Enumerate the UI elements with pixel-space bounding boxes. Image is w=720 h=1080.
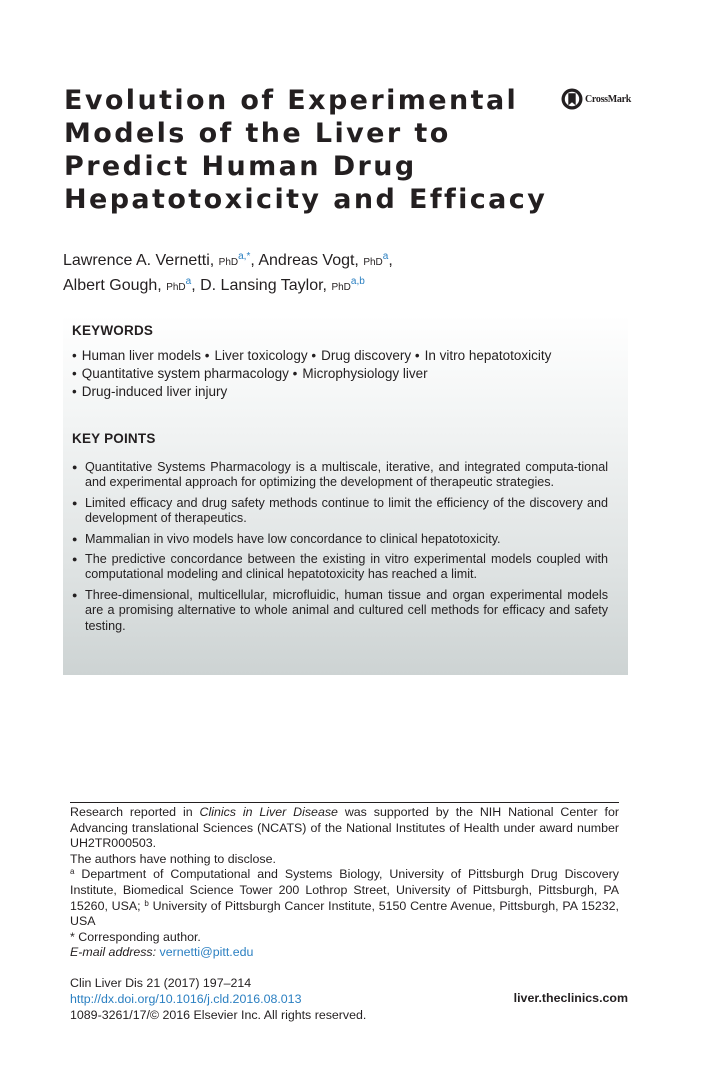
title-line: Evolution of Experimental: [64, 85, 519, 116]
author-affiliation[interactable]: a: [185, 276, 192, 287]
footnotes: [70, 805, 619, 961]
author-affiliation[interactable]: a: [382, 251, 389, 262]
funding-text: Research reported in: [70, 805, 193, 819]
bullet: •: [204, 348, 210, 363]
email-link[interactable]: vernetti@pitt.edu: [159, 945, 254, 960]
bullet: ●: [72, 462, 78, 472]
affiliation-mark: b: [144, 898, 149, 908]
journal-site-link[interactable]: liver.theclinics.com: [513, 991, 628, 1005]
author-name: Lawrence A. Vernetti,: [63, 252, 215, 269]
author-separator: ,: [191, 277, 196, 294]
author-line: [63, 274, 623, 299]
bullet: ●: [72, 554, 78, 565]
key-point: [72, 588, 608, 634]
email-note: [70, 945, 619, 961]
crossmark-label: CrossMark: [585, 93, 632, 105]
keyword-line: [72, 383, 622, 401]
footnote-divider: [70, 802, 619, 803]
author-degree: PhD: [331, 282, 351, 293]
title-line: Models of the Liver to: [64, 118, 451, 149]
author-degree: PhD: [166, 282, 186, 293]
keyword: Drug discovery: [321, 348, 412, 363]
keywords-list: [72, 347, 622, 401]
author-degree: PhD: [363, 257, 383, 268]
affiliation-mark: a: [70, 867, 75, 877]
key-point: [72, 532, 608, 547]
bullet: ●: [72, 589, 78, 600]
key-point-text: Limited efficacy and drug safety methods continue to limit the efficiency of the discovery and development of therapeutics.: [85, 495, 608, 526]
keyword: Liver toxicology: [214, 348, 308, 363]
bullet: ●: [72, 497, 78, 508]
disclosure-note: The authors have nothing to disclose.: [70, 851, 276, 866]
keyword: Microphysiology liver: [302, 366, 428, 381]
crossmark-icon: [561, 88, 583, 110]
doi-link[interactable]: http://dx.doi.org/10.1016/j.cld.2016.08.013: [70, 992, 302, 1006]
key-points-list: [72, 460, 608, 639]
key-points-heading: KEY POINTS: [72, 431, 156, 446]
bullet: •: [311, 348, 317, 363]
affiliations-note: [70, 867, 619, 929]
journal-name: Clinics in Liver Disease: [199, 805, 338, 819]
keyword: In vitro hepatotoxicity: [424, 348, 552, 363]
funding-note: [70, 805, 619, 852]
author-separator: ,: [250, 252, 255, 269]
citation: Clin Liver Dis 21 (2017) 197–214: [70, 976, 252, 990]
author-degree: PhD: [218, 257, 239, 268]
author-name: Andreas Vogt,: [258, 252, 359, 269]
key-point: [72, 496, 608, 527]
crossmark-badge[interactable]: [561, 88, 631, 110]
keyword-line: [72, 365, 622, 383]
bullet: •: [292, 366, 298, 381]
key-point-text: Three-dimensional, multicellular, microfluidic, human tissue and organ experimental models are a promising alternative to whole animal and cultured cell methods for efficacy and safety testing.: [85, 587, 608, 633]
corresponding-note: * Corresponding author.: [70, 929, 201, 944]
author-separator: ,: [388, 252, 393, 269]
affiliation-b: University of Pittsburgh Cancer Institute, 5150 Centre Avenue, Pittsburgh, PA 15232, USA: [70, 898, 619, 929]
keyword: Drug-induced liver injury: [81, 384, 228, 399]
author-name: Albert Gough,: [63, 277, 162, 294]
summary-box: [63, 315, 628, 675]
title-line: Predict Human Drug: [64, 151, 417, 182]
keyword: Human liver models: [81, 348, 202, 363]
author-affiliation[interactable]: a,b: [350, 276, 365, 287]
title-line: Hepatotoxicity and Efficacy: [64, 184, 548, 215]
bullet: ●: [72, 533, 78, 544]
key-point-text: Mammalian in vivo models have low concordance to clinical hepatotoxicity.: [85, 531, 501, 546]
key-point-text: Quantitative Systems Pharmacology is a multiscale, iterative, and integrated computa-tional and experimental approach for optimizing the development of therapeutic strategies.: [85, 460, 608, 490]
author-affiliation[interactable]: a,*: [238, 251, 251, 262]
article-title: [64, 84, 548, 216]
copyright: 1089-3261/17/© 2016 Elsevier Inc. All rights reserved.: [70, 1008, 367, 1022]
affiliation-a: Department of Computational and Systems Biology, University of Pittsburgh Drug Discovery Institute, Biomedical Science Tower 200 Lothrop Street, University of Pittsburgh, Pittsburgh, PA 15260, USA;: [70, 867, 619, 913]
bullet: •: [72, 348, 77, 363]
email-label: E-mail address:: [70, 945, 157, 960]
keyword-line: [72, 347, 622, 365]
author-line: [63, 249, 623, 274]
key-point: [72, 460, 608, 491]
author-name: D. Lansing Taylor,: [200, 277, 327, 294]
keyword: Quantitative system pharmacology: [81, 366, 289, 381]
key-point: [72, 552, 608, 583]
keywords-heading: KEYWORDS: [72, 323, 154, 338]
author-list: [63, 249, 623, 299]
bullet: •: [72, 384, 77, 399]
bullet: •: [414, 348, 420, 363]
key-point-text: The predictive concordance between the existing in vitro experimental models coupled with computational modeling and clinical hepatotoxicity has reached a limit.: [85, 552, 608, 582]
funding-text: was supported by the NIH National Center for Advancing translational Sciences (NCATS) of the National Institutes of Health under award number UH2TR000503.: [70, 805, 619, 851]
bullet: •: [72, 366, 77, 381]
